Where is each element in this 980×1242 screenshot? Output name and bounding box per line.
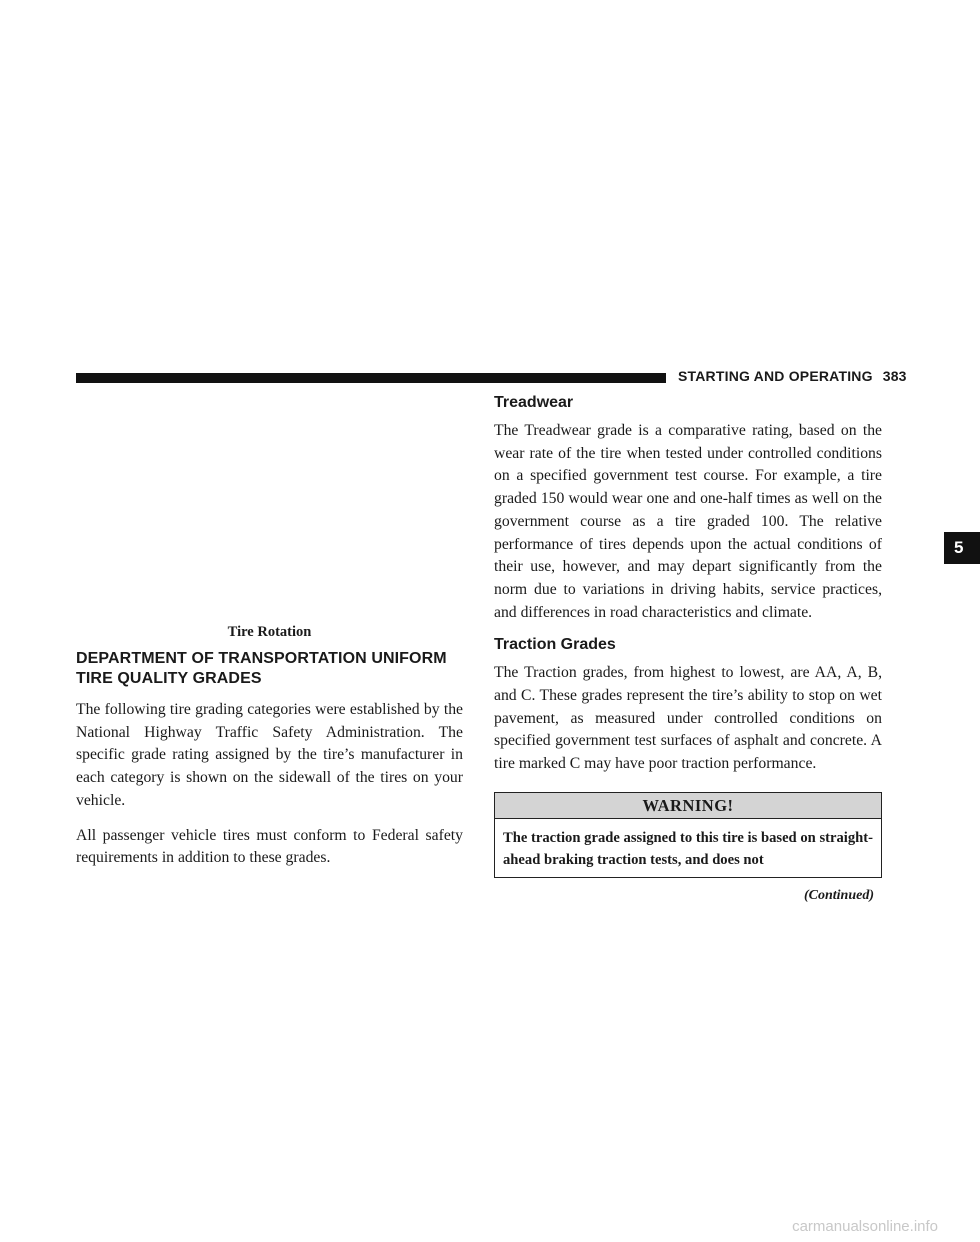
right-column bbox=[494, 390, 882, 904]
treadwear-heading: Treadwear bbox=[494, 394, 574, 411]
watermark: carmanualsonline.info bbox=[792, 1218, 938, 1235]
traction-heading: Traction Grades bbox=[494, 636, 616, 654]
left-column bbox=[76, 600, 463, 882]
chapter-tab: 5 bbox=[944, 532, 980, 564]
figure-caption: Tire Rotation bbox=[227, 624, 312, 640]
header-rule bbox=[76, 373, 666, 383]
page-number: 383 bbox=[882, 368, 907, 384]
warning-text: The traction grade assigned to this tire is based on straight-ahead braking traction tests, and does not bbox=[503, 829, 873, 868]
treadwear-text: The Treadwear grade is a comparative rating, based on the wear rate of the tire when tested under controlled conditions on a specified government test course. For example, a tire graded 150 would wear one and one-half times as well on the government course as a tire graded 100. The relative performance of tires depends upon the actual conditions of their use, however, and may depart significantly from the norm due to variations in driving habits, service practices, and differences in road characteristics and climate. bbox=[494, 422, 882, 621]
paragraph: All passenger vehicle tires must conform to Federal safety requirements in addition to these grades. bbox=[76, 826, 463, 867]
warning-title: WARNING! bbox=[495, 793, 881, 819]
continued-label: (Continued) bbox=[803, 887, 874, 903]
warning-box bbox=[494, 792, 882, 878]
section-heading: DEPARTMENT OF TRANSPORTATION UNIFORM TIRE QUALITY GRADES bbox=[76, 650, 447, 687]
section-title: STARTING AND OPERATING bbox=[678, 368, 873, 384]
paragraph: The following tire grading categories were established by the National Highway Traffic Safety Administration. The specific grade rating assigned by the tire’s manufacturer in each category is shown on the sidewall of the tires on your vehicle. bbox=[76, 701, 463, 809]
traction-text: The Traction grades, from highest to lowest, are AA, A, B, and C. These grades represent the tire’s ability to stop on wet pavement, as measured under controlled conditions on specified government test surfaces of asphalt and concrete. A tire marked C may have poor traction performance. bbox=[494, 664, 882, 773]
running-header bbox=[678, 368, 907, 384]
